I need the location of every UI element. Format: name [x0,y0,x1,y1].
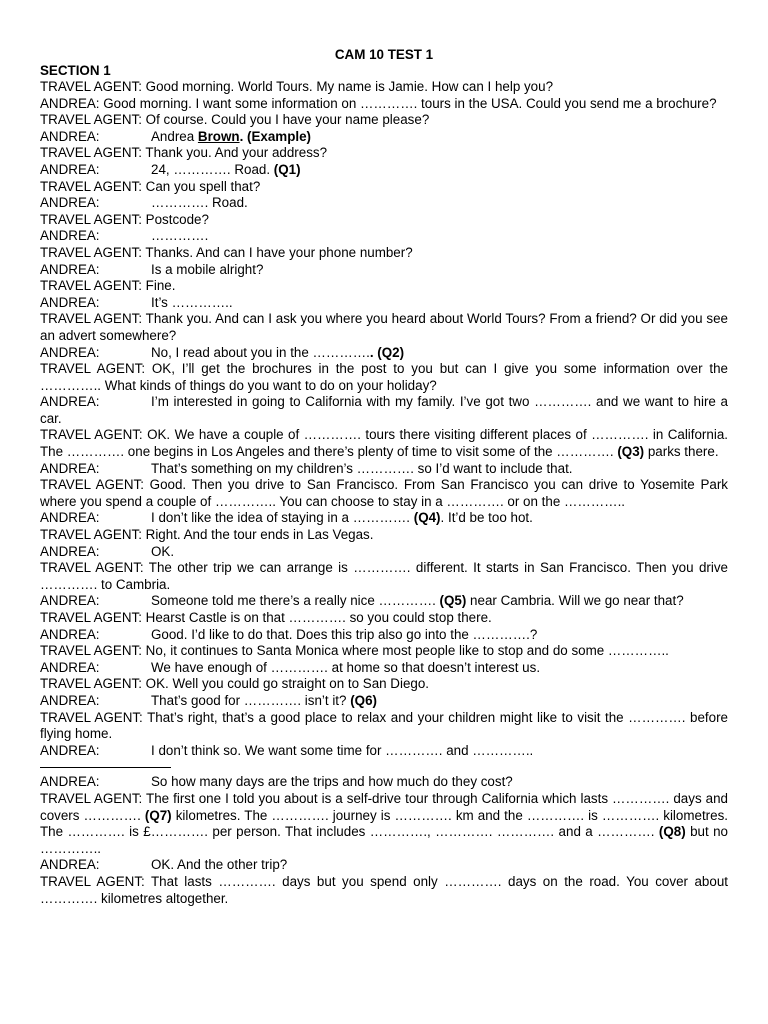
question-marker: (Q8) [658,824,686,840]
dialogue-line: TRAVEL AGENT: Right. And the tour ends in Las Vegas. [40,527,374,543]
speaker-label: ANDREA: [40,161,100,177]
question-marker: (Q6) [350,692,377,708]
line-text: OK. [151,543,175,559]
speaker-label: ANDREA: [40,742,100,758]
speaker-label: ANDREA: [40,460,100,476]
dialogue-line [40,345,728,362]
line-text: I’m interested in going to California with my family. I’ve got two …………. and we want to hire a car. [40,394,728,426]
speaker-label: ANDREA: [40,543,100,559]
question-marker: (Q5) [439,593,467,609]
divider-line [40,767,171,768]
line-text: but no ………….. [40,824,729,856]
line-text: No, I read about you in the …………. [151,344,370,360]
dialogue-line [40,544,728,561]
line-text: parks there. [644,444,719,460]
line-text: That’s good for …………. isn’t it? [151,692,351,708]
line-text: We have enough of …………. at home so that doesn’t interest us. [151,659,541,675]
dialogue-line [40,262,728,279]
speaker-label: ANDREA: [40,294,100,310]
dialogue-line: TRAVEL AGENT: Good morning. World Tours. My name is Jamie. How can I help you? [40,79,554,94]
dialogue-line [40,228,728,245]
question-marker: (Q3) [617,444,645,460]
dialogue-line: TRAVEL AGENT: Fine. [40,278,176,294]
speaker-label: ANDREA: [40,692,100,708]
transcript-page [40,46,728,907]
speaker-label: ANDREA: [40,344,100,360]
dialogue-line [40,693,728,710]
line-text: It’s ………….. [151,294,233,310]
speaker-label: ANDREA: [40,593,100,609]
question-marker: . (Q2) [369,344,405,360]
dialogue-line: TRAVEL AGENT: No, it continues to Santa Monica where most people like to stop and do some ………….. [40,643,669,659]
line-text: 24, …………. Road. [151,161,274,177]
line-text: …………. [151,228,209,244]
example-label: . (Example) [239,128,312,144]
question-marker: (Q1) [273,161,301,177]
example-answer: Brown [197,128,240,144]
speaker-label: ANDREA: [40,195,100,211]
dialogue-line [40,461,728,478]
line-text: So how many days are the trips and how much do they cost? [151,774,513,790]
dialogue-line [40,510,728,527]
section-heading: SECTION 1 [40,63,111,78]
speaker-label: ANDREA: [40,857,100,873]
dialogue-line: TRAVEL AGENT: Thank you. And can I ask you where you heard about World Tours? From a friend? Or did you see an advert somewhere? [40,311,728,343]
dialogue-line: TRAVEL AGENT: Of course. Could you I have your name please? [40,112,430,128]
speaker-label: ANDREA: [40,261,100,277]
question-marker: (Q4) [413,510,441,526]
dialogue-line [40,195,728,212]
dialogue-line: TRAVEL AGENT: Postcode? [40,211,209,227]
dialogue-line: TRAVEL AGENT: OK. Well you could go straight on to San Diego. [40,676,430,692]
speaker-label: ANDREA: [40,659,100,675]
dialogue-line [40,162,728,179]
dialogue-line: TRAVEL AGENT: That’s right, that’s a good place to relax and your children might like to visit the …………. before flying home. [40,709,728,742]
speaker-label: ANDREA: [40,510,100,526]
line-text: Someone told me there’s a really nice …………. [151,593,440,609]
dialogue-line: TRAVEL AGENT: Thanks. And can I have your phone number? [40,244,413,260]
dialogue-line [40,627,728,644]
dialogue-line [40,791,728,857]
dialogue-line [40,774,728,791]
dialogue-line: TRAVEL AGENT: Good. Then you drive to San Francisco. From San Francisco you can drive to Yosemite Park where you spend a couple of ………….. You can choose to stay in a …………. or on the ………….. [40,477,728,509]
speaker-label: ANDREA: [40,626,100,642]
dialogue-line: TRAVEL AGENT: Thank you. And your address? [40,145,328,161]
line-text: . It’d be too hot. [440,510,533,526]
speaker-label: ANDREA: [40,128,100,144]
line-text: kilometres. The …………. journey is …………. km and the …………. is …………. kilometres. The …………. is £…………. per person. That includes …………., …………. …………. and a …………. [40,807,728,840]
line-text: Good. I’d like to do that. Does this trip also go into the ………….? [151,626,538,642]
line-text: TRAVEL AGENT: OK. We have a couple of …………. tours there visiting different places of …………. in California. The …………. one begins in Los Angeles and there’s plenty of time to visit some of the …………. [40,427,728,460]
line-text: Is a mobile alright? [151,261,264,277]
line-text: near Cambria. Will we go near that? [466,593,684,609]
speaker-label: ANDREA: [40,394,100,410]
question-marker: (Q7) [144,807,172,823]
dialogue-line [40,593,728,610]
document-title: CAM 10 TEST 1 [334,47,434,62]
dialogue-line [40,295,728,312]
dialogue-line: TRAVEL AGENT: The other trip we can arrange is …………. different. It starts in San Francisco. Then you drive …………. to Cambria. [40,560,728,592]
line-text: TRAVEL AGENT: The first one I told you about is a self-drive tour through California which lasts …………. days and covers …………. [40,790,728,823]
dialogue-line [40,129,728,146]
dialogue-line: TRAVEL AGENT: That lasts …………. days but you spend only …………. days on the road. You cover about …………. kilometres altogether. [40,873,728,906]
dialogue-line: TRAVEL AGENT: Hearst Castle is on that …………. so you could stop there. [40,610,492,625]
dialogue-line [40,660,728,677]
line-text: Andrea [151,128,198,144]
speaker-label: ANDREA: [40,228,100,244]
speaker-label: ANDREA: [40,774,100,790]
dialogue-line [40,394,728,427]
dialogue-line: TRAVEL AGENT: OK, I’ll get the brochures in the post to you but can I give you some information over the ………….. What kinds of things do you want to do on your holiday? [40,361,728,393]
line-text: That’s something on my children’s …………. so I’d want to include that. [151,460,573,476]
line-text: OK. And the other trip? [151,857,288,873]
dialogue-line: TRAVEL AGENT: Can you spell that? [40,178,261,194]
dialogue-line [40,857,728,874]
line-text: I don’t like the idea of staying in a …………. [151,510,414,526]
line-text: I don’t think so. We want some time for …………. and ………….. [151,742,534,758]
dialogue-line [40,427,728,460]
dialogue-line [40,743,728,760]
line-text: …………. Road. [151,195,248,211]
dialogue-line: ANDREA: Good morning. I want some information on …………. tours in the USA. Could you send me a brochure? [40,95,717,111]
